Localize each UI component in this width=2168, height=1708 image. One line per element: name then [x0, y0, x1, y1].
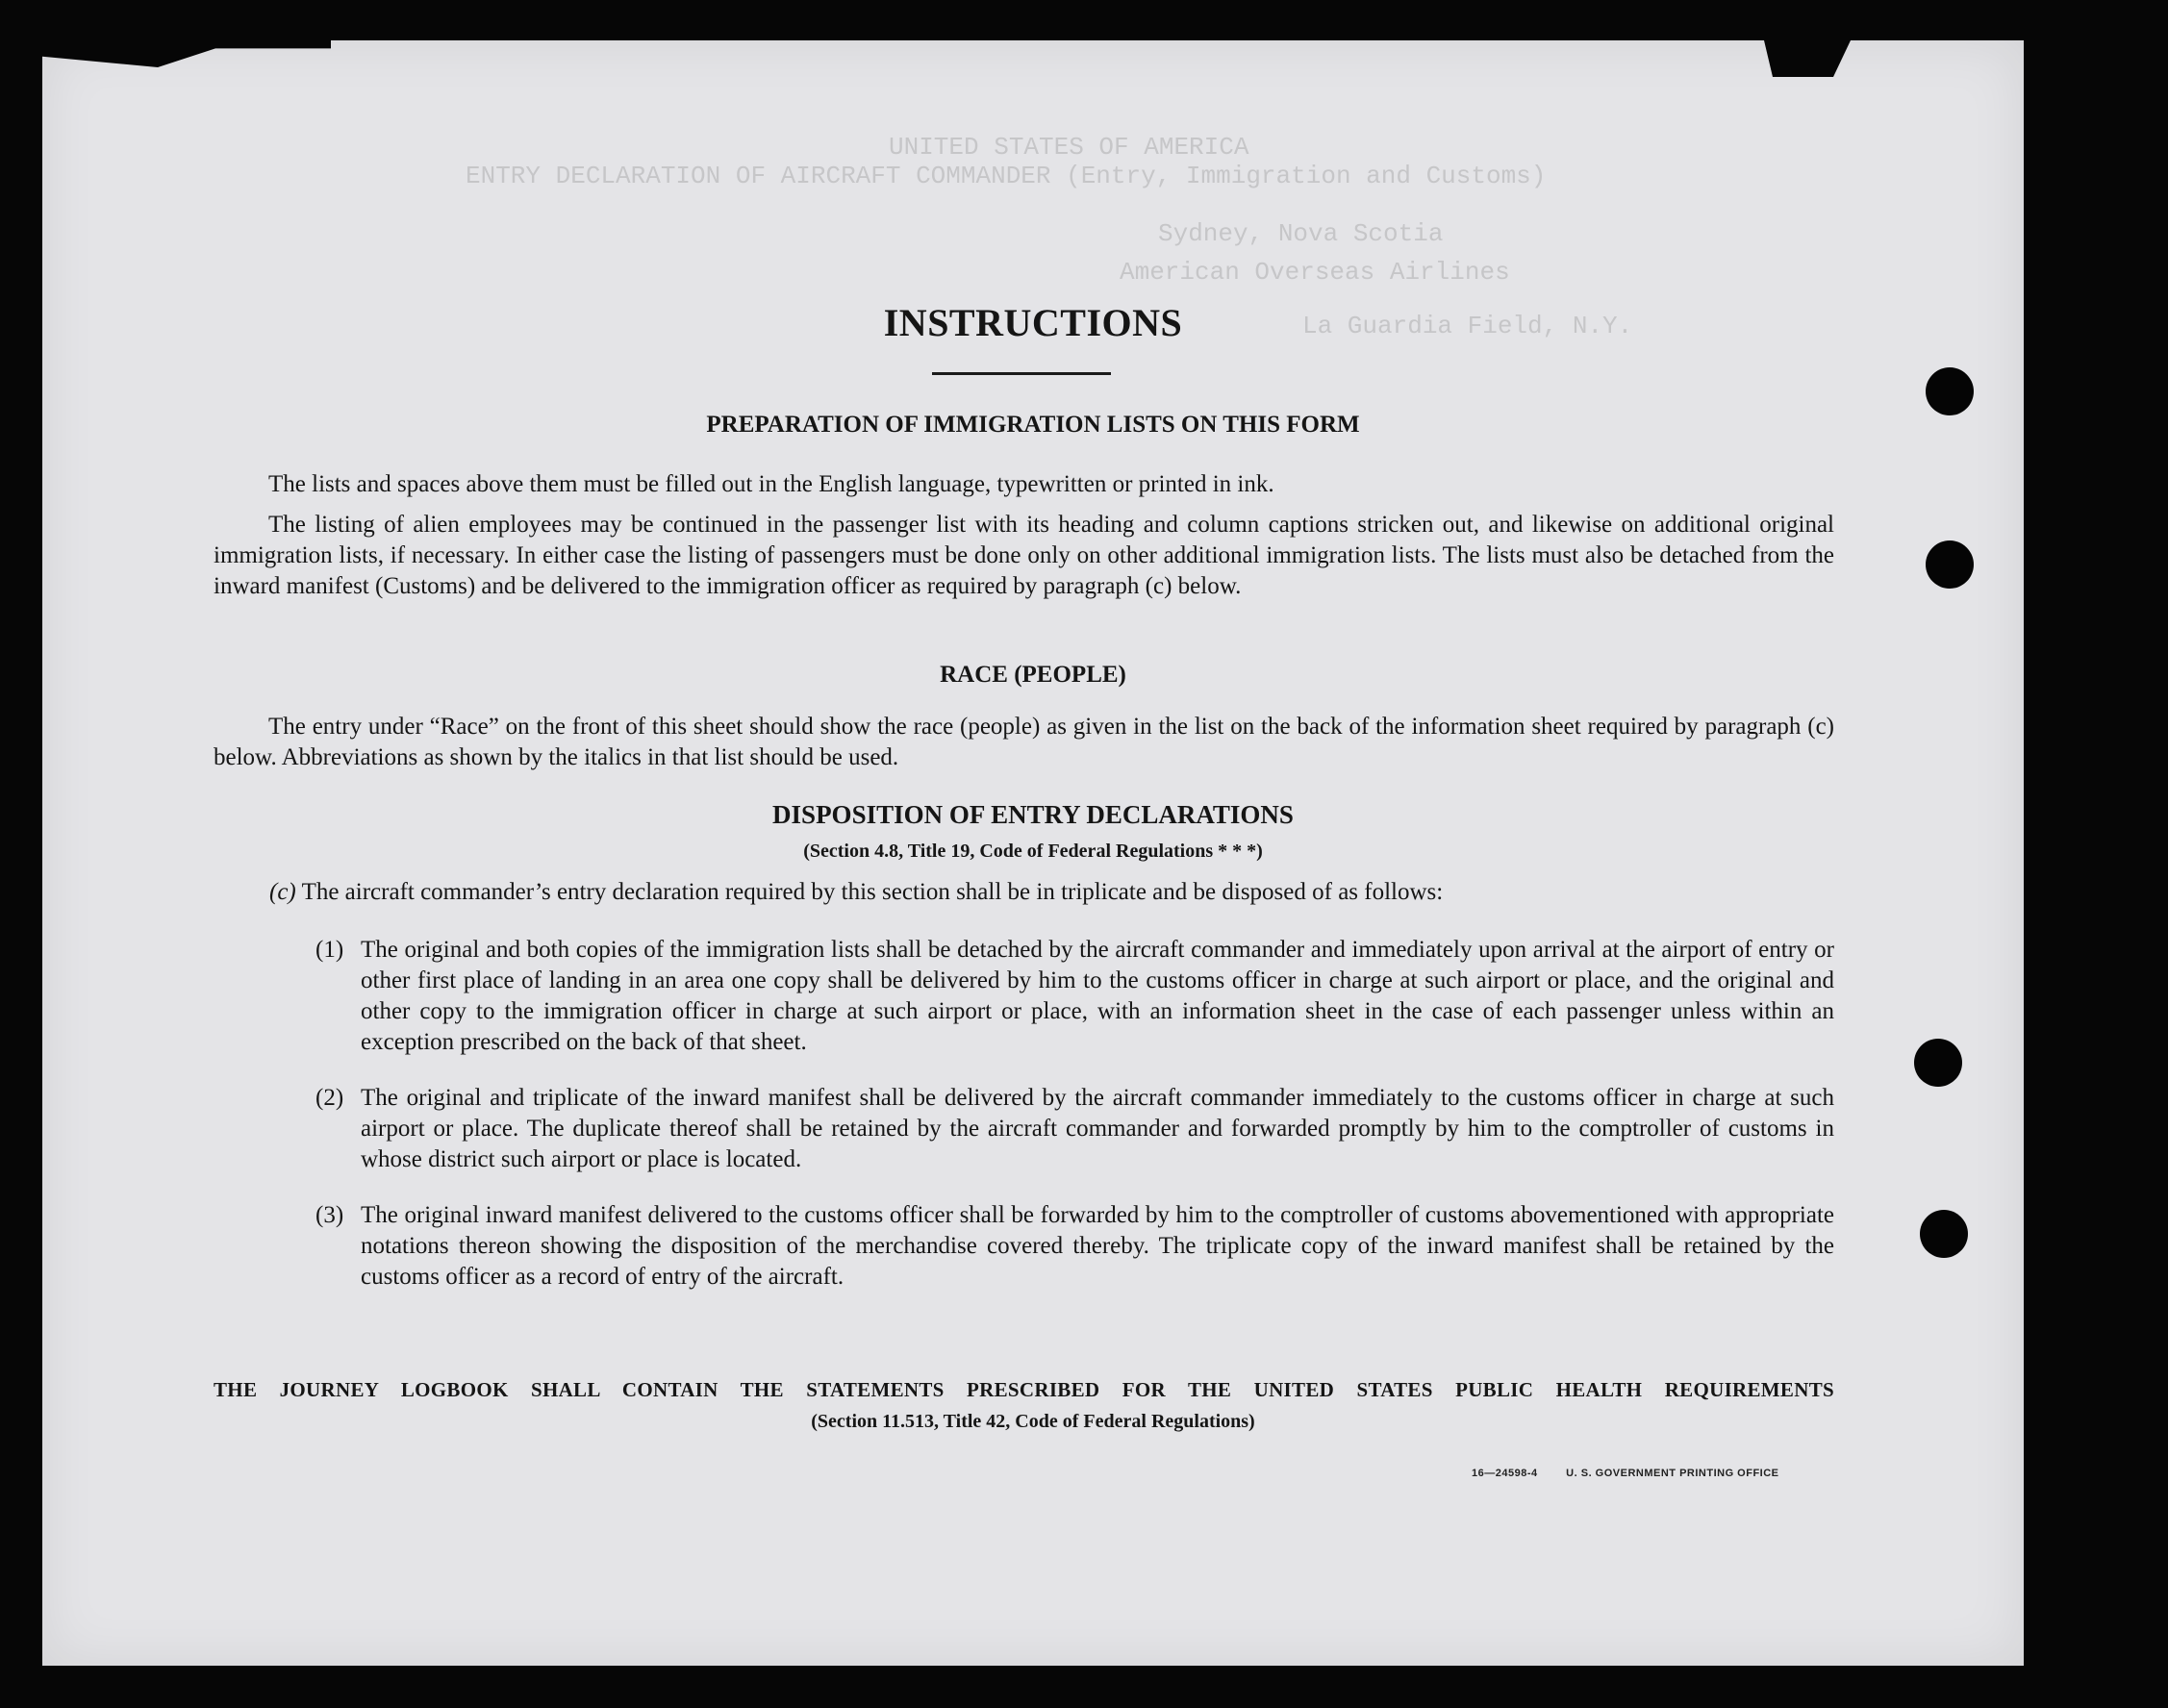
list-item: [315, 1083, 1834, 1175]
bleed-through-line: American Overseas Airlines: [1120, 258, 1510, 287]
title-underline: [932, 372, 1111, 375]
disposition-citation: (Section 4.8, Title 19, Code of Federal Regulations * * *): [803, 841, 1263, 862]
form-number: 16—24598-4: [1472, 1468, 1538, 1479]
list-item: [315, 935, 1834, 1058]
printer-name: U. S. GOVERNMENT PRINTING OFFICE: [1566, 1468, 1779, 1479]
item-text: The original and triplicate of the inward manifest shall be delivered by the aircraft commander immediately to the customs officer in charge at such airport or place. The duplicate thereof shall be retained by the aircraft commander and forwarded promptly by him to the comptroller of customs in whose district such airport or place is located.: [361, 1085, 1834, 1172]
item-number: (3): [315, 1202, 344, 1228]
item-text: The original inward manifest delivered to the customs officer shall be forwarded by him to the comptroller of customs abovementioned with appropriate notations thereon showing the disposition of the merchandise covered thereby. The triplicate copy of the inward manifest shall be retained by the customs officer as a record of entry of the aircraft.: [361, 1202, 1834, 1290]
clause-label: (c): [269, 879, 296, 905]
bleed-through-line: ENTRY DECLARATION OF AIRCRAFT COMMANDER (Entry, Immigration and Customs): [466, 162, 1547, 190]
punch-hole: [1926, 367, 1974, 415]
footer-statement: THE JOURNEY LOGBOOK SHALL CONTAIN THE STATEMENTS PRESCRIBED FOR THE UNITED STATES PUBLIC HEALTH REQUIREMENTS: [214, 1378, 1834, 1401]
punch-hole: [1920, 1210, 1968, 1258]
section-title-race: RACE (PEOPLE): [940, 662, 1126, 688]
torn-edge-right: [1764, 40, 1851, 77]
footer-citation: (Section 11.513, Title 42, Code of Federal Regulations): [811, 1411, 1255, 1432]
list-item: [315, 1200, 1834, 1293]
bleed-through-line: UNITED STATES OF AMERICA: [889, 133, 1249, 162]
item-text: The original and both copies of the immigration lists shall be detached by the aircraft commander and immediately upon arrival at the airport of entry or other first place of landing in an area one copy shall be delivered by him to the customs officer in charge at such airport or place, and the original and other copy to the immigration officer in charge at such airport or place, with an information sheet in the case of each passenger unless within an exception prescribed on the back of that sheet.: [361, 937, 1834, 1055]
paragraph-race: The entry under “Race” on the front of this sheet should show the race (people) as given in the list on the back of the information sheet required by paragraph (c) below. Abbreviations as shown by the italics in that list should be used.: [214, 714, 1834, 770]
paragraph-immigration-2: The listing of alien employees may be continued in the passenger list with its heading and column captions stricken out, and likewise on additional original immigration lists, if necessary. In either case the listing of passengers must be done only on other additional immigration lists. The lists must also be detached from the inward manifest (Customs) and be delivered to the immigration officer as required by paragraph (c) below.: [214, 512, 1834, 599]
section-title-immigration: PREPARATION OF IMMIGRATION LISTS ON THIS FORM: [706, 412, 1360, 438]
punch-hole: [1914, 1039, 1962, 1087]
document-sheet: [42, 40, 2024, 1666]
page-title: INSTRUCTIONS: [883, 301, 1183, 344]
section-title-disposition: DISPOSITION OF ENTRY DECLARATIONS: [772, 800, 1294, 829]
bleed-through-line: Sydney, Nova Scotia: [1158, 219, 1444, 248]
item-number: (2): [315, 1085, 344, 1111]
punch-hole: [1926, 540, 1974, 589]
clause-c: [269, 877, 1834, 908]
paragraph-immigration-1: The lists and spaces above them must be filled out in the English language, typewritten or printed in ink.: [268, 471, 1274, 497]
item-number: (1): [315, 937, 344, 963]
clause-text: The aircraft commander’s entry declaration required by this section shall be in triplicate and be disposed of as follows:: [301, 879, 1444, 905]
bleed-through-line: La Guardia Field, N.Y.: [1302, 312, 1633, 340]
torn-edge-left: [42, 40, 331, 67]
printer-imprint: [1472, 1468, 1779, 1479]
